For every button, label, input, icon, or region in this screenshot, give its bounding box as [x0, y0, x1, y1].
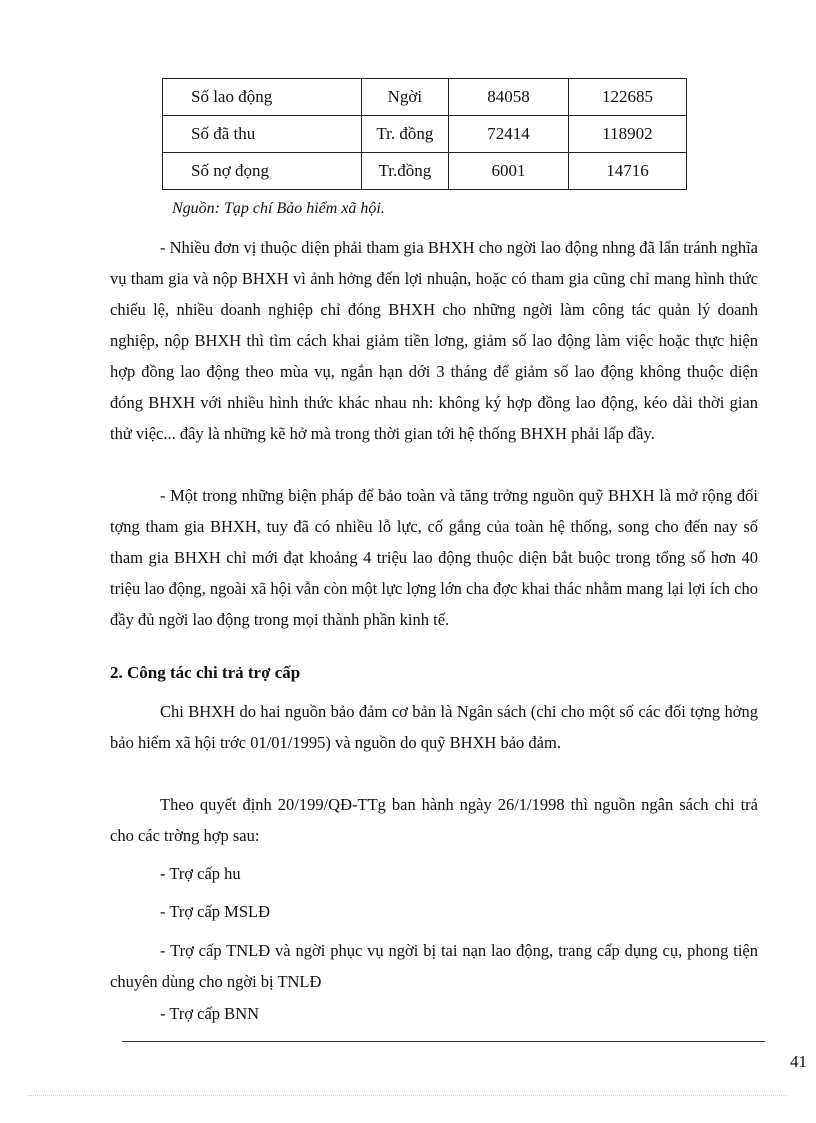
table-cell: 14716 — [568, 153, 686, 190]
paragraph-4: Theo quyết định 20/199/QĐ-TTg ban hành ngày 26/1/1998 thì nguồn ngân sách chi trả cho các trờng hợp sau: — [110, 795, 758, 845]
table-row — [163, 153, 687, 190]
source-note: Nguồn: Tạp chí Bảo hiểm xã hội. — [172, 200, 385, 217]
section-heading: 2. Công tác chi trả trợ cấp — [110, 663, 301, 682]
table-cell: Số lao động — [163, 79, 362, 116]
bullet-item: - Trợ cấp BNN — [160, 1004, 260, 1023]
table-cell: 6001 — [449, 153, 569, 190]
paragraph-2: - Một trong những biện pháp để bảo toàn và tăng trởng nguồn quỹ BHXH là mở rộng đối tợng tham gia BHXH, tuy đã có nhiều lỗ lực, cố gắng của toàn hệ thống, song cho đến nay số tham gia BHXH chỉ mới đạt khoảng 4 triệu lao động thuộc diện bắt buộc trong tổng số hơn 40 triệu lao động, ngoài xã hội vẫn còn một lực lợng lớn cha đợc khai thác nhằm mang lại lợi ích cho đầy đủ ngời lao động trong mọi thành phần kinh tế. — [110, 486, 758, 629]
paragraph-3: Chi BHXH do hai nguồn bảo đảm cơ bản là Ngân sách (chi cho một số các đối tợng hởng bảo hiểm xã hội trớc 01/01/1995) và nguồn do quỹ BHXH bảo đảm. — [110, 702, 758, 752]
table-cell: Số đã thu — [163, 116, 362, 153]
table-row — [163, 116, 687, 153]
table-cell: 122685 — [568, 79, 686, 116]
table-cell: Ngời — [361, 79, 448, 116]
page-number: 41 — [790, 1052, 807, 1071]
table-cell: Tr. đồng — [361, 116, 448, 153]
table-cell: Số nợ đọng — [163, 153, 362, 190]
table-cell: 118902 — [568, 116, 686, 153]
table-cell: Tr.đồng — [361, 153, 448, 190]
statistics-table — [162, 78, 687, 190]
page-bottom-divider — [28, 1095, 788, 1096]
footer-rule — [122, 1041, 765, 1042]
table-cell: 84058 — [449, 79, 569, 116]
table-row — [163, 79, 687, 116]
paragraph-1: - Nhiều đơn vị thuộc diện phải tham gia BHXH cho ngời lao động nhng đã lẩn tránh nghĩa vụ tham gia và nộp BHXH vì ảnh hởng đến lợi nhuận, hoặc có tham gia cũng chỉ mang hình thức chiếu lệ, nhiều doanh nghiệp chỉ đóng BHXH cho những ngời làm công tác quản lý doanh nghiệp, nộp BHXH thì tìm cách khai giảm tiền lơng, giảm số lao động làm việc hoặc thực hiện hợp đồng lao động theo mùa vụ, ngắn hạn dới 3 tháng để giảm số lao động không thuộc diện đóng BHXH với nhiều hình thức khác nhau nh: không ký hợp đồng lao động, kéo dài thời gian thử việc... đây là những kẽ hở mà trong thời gian tới hệ thống BHXH phải lấp đầy. — [110, 238, 758, 443]
paragraph-5: - Trợ cấp TNLĐ và ngời phục vụ ngời bị tai nạn lao động, trang cấp dụng cụ, phong tiện chuyên dùng cho ngời bị TNLĐ — [110, 941, 758, 991]
bullet-item: - Trợ cấp MSLĐ — [160, 902, 271, 921]
table-cell: 72414 — [449, 116, 569, 153]
bullet-item: - Trợ cấp hu — [160, 864, 241, 883]
